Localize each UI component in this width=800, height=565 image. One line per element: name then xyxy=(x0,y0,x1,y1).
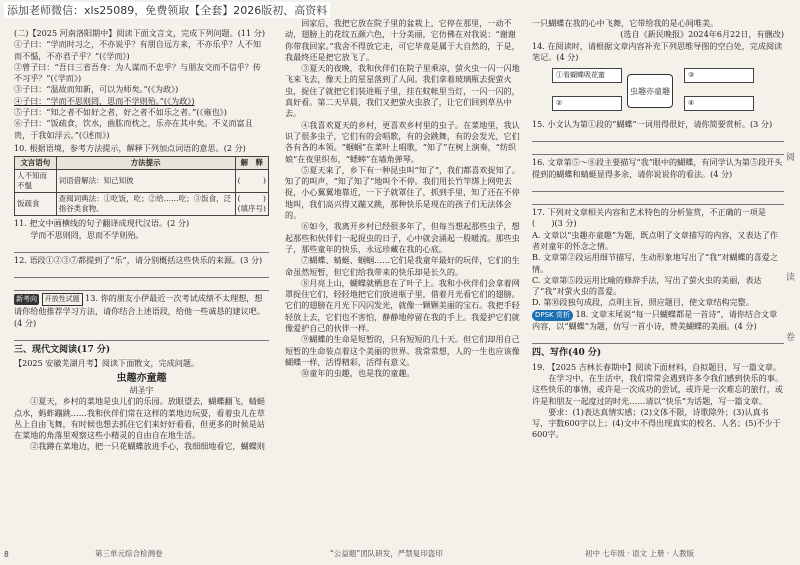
column-right xyxy=(532,18,784,537)
footer-left: 第三单元综合检测卷 xyxy=(95,549,163,558)
new-trend-badge: 新考向 xyxy=(14,294,39,305)
q18-text: 18. 文章末尾说“每一只蝴蝶都是一首诗”，请你结合文章内容，以“蝴蝶”为题，仿写一首小诗，赞美蝴蝶的美丽。(4 分) xyxy=(532,308,778,332)
essay-paragraph: ②我蹲在菜地边，把一只花蝴蝶放进手心，我细细地看它，蝴蝶则 xyxy=(30,441,265,452)
answer-blank: ( ) xyxy=(237,194,266,204)
passage-line: ③子曰：“温故而知新，可以为师矣。”(《为政》) xyxy=(14,84,179,95)
q11-sentence: 学而不思则罔，思而不学则殆。 xyxy=(30,229,144,240)
essay-paragraph: ④我喜欢夏天的乡村，更喜欢乡村里的虫子。在菜地里，我认识了很多虫子，它们有的会唱歌，有的会跳舞，有的会发光，它们各有各的本领。“蝈蝈”在菜叶上唱歌，“知了”在树上演奏，“纺织娘”在夜里织布，“蟋蟀”在墙角弹琴。 xyxy=(285,119,520,164)
answer-line[interactable] xyxy=(14,267,269,278)
question-19: 19. 【2025 吉林长春期中】阅读下面材料，自拟题目，写一篇文章。 xyxy=(532,361,782,372)
column-left xyxy=(14,18,269,537)
table-cell[interactable]: ( ) xyxy=(235,170,268,193)
answer-line[interactable] xyxy=(532,194,784,205)
side-label: 阅 xyxy=(786,153,796,163)
q17-option: C. 文章第⑤段运用比喻的修辞手法，写出了萤火虫的美丽，表达了“我”对萤火虫的喜爱。 xyxy=(532,274,762,297)
open-question-badge: 开放性试题 xyxy=(42,293,83,306)
table-cell: 词语借解法：知己知彼 xyxy=(56,170,235,193)
dpsk-badge: DPSK 赏析 xyxy=(532,310,573,321)
passage-line: ⑥子曰：“饭疏食，饮水，曲肱而枕之，乐亦在其中矣。不义而富且贵，于我如浮云。”(《述而》) xyxy=(14,118,253,140)
q19-requirements: 要求：(1)表达真情实感；(2)文体不限，诗歌除外；(3)认真书写，字数600字以上；(4)文中不得出现真实的校名、人名；(5)不少于600字。 xyxy=(532,406,781,440)
q17-option: A. 文章以“虫趣亦童趣”为题，既点明了文章描写的内容，又表达了作者对童年的怀念之情。 xyxy=(532,229,778,251)
footer-right: 初中 七年级 · 语文 上册 · 人教版 xyxy=(585,549,695,558)
mind-map xyxy=(532,66,784,116)
table-cell: 饭疏食 xyxy=(15,193,57,216)
question-13 xyxy=(14,293,269,329)
question-14: 14. 在阅读时，请根据文章内容补充下列思维导图的空白处，完成阅读笔记。(4 分) xyxy=(532,40,783,62)
table-note: (填序号) xyxy=(237,204,266,214)
side-label: 读 xyxy=(786,273,796,283)
question-15: 15. 小文认为第①段的“蝴蝶”一词用得很好，请你简要赏析。(3 分) xyxy=(532,119,773,130)
question-10: 10. 根据语境，参考方法提示，解释下列加点词语的意思。(2 分) xyxy=(14,142,246,153)
question-18 xyxy=(532,309,784,333)
passage-end-line: 一只蝴蝶在我的心中飞舞，它带给我的是心间唯美。 xyxy=(532,18,719,28)
mind-map-center: 虫趣亦童趣 xyxy=(627,74,673,108)
column-middle xyxy=(285,18,523,537)
q10-table xyxy=(14,156,269,216)
side-label: 卷 xyxy=(786,333,796,343)
q13-text: 13. 你的朋友小伊最近一次考试成绩不太理想，想请你给他推荐学习方法，请你结合上述语段，给他一些诚恳的建议吧。(4 分) xyxy=(14,293,265,328)
passage2-header: 【2025 安徽芜湖月考】阅读下面散文，完成问题。 xyxy=(14,358,200,369)
table-header: 文言语句 xyxy=(15,157,57,170)
question-16: 16. 文章第⑤～⑧段主要描写“我”眼中的蝴蝶，有同学认为第⑤段开头提到的蝴蝶和蜻蜓显得多余，请你说说你的看法。(4 分) xyxy=(532,157,783,179)
mind-map-node[interactable]: ③ xyxy=(684,68,754,83)
essay-paragraph: ⑧月亮上山，蝴蝶就栖息在了叶子上。我和小伙伴们会拿着网罩捉住它们，轻轻地把它们放进瓶子里，借着月光看它们的翅膀。它们的翅膀在月光下闪闪发光，就像一颗颗美丽的宝石。我把手轻轻放上去，它们也不害怕，静静地停留在我的手上。我爱护它们就像爱护自己的伙伴一样。 xyxy=(285,277,520,334)
essay-paragraph: ⑨蝴蝶的生命是短暂的，只有短短的几十天。但它们却用自己短暂的生命装点着这个美丽的世界。我常常想，人的一生也应该像蝴蝶一样，活得精彩，活得有意义。 xyxy=(285,334,520,367)
answer-line[interactable] xyxy=(532,333,784,344)
table-header: 方法提示 xyxy=(56,157,235,170)
essay-paragraph: 回家后，我把它放在院子里的盆栽上，它停在那里，一动不动，翅膀上的花纹五颜六色，十分美丽，它仿佛在对我说：“谢谢你带我回家。”我舍不得放它走，可它毕竟是属于大自然的，于是，我最终还是把它放飞了。 xyxy=(285,18,520,62)
mind-map-node[interactable]: ①看蝴蝶吸花蜜 xyxy=(552,68,622,83)
table-cell: 人不知而不愠 xyxy=(15,170,57,193)
footer-center: “公益题”团队研发，严禁复印盗印 xyxy=(330,549,443,558)
passage-line: ②曾子曰：“吾日三省吾身：为人谋而不忠乎？与朋友交而不信乎？传不习乎？”(《学而》) xyxy=(14,61,261,84)
section-4-heading: 四、写作(40 分) xyxy=(532,348,602,359)
table-cell: 查阅词典法：①吃饭，吃；②给……吃；③饭食，泛指谷类食物。 xyxy=(56,193,235,216)
table-cell[interactable] xyxy=(235,193,268,216)
essay-author: 胡圣宇 xyxy=(129,385,154,395)
q17-option: D. 第⑩段独句成段，点明主旨，照应题目，使文章结构完整。 xyxy=(532,297,754,308)
watermark: 添加老师微信：xls25089，免费领取【全套】2026版初、高资料 xyxy=(4,2,330,18)
passage-line: ①子曰：“学而时习之，不亦说乎？有朋自远方来，不亦乐乎？人不知而不愠，不亦君子乎？”(《学而》) xyxy=(14,39,261,61)
answer-line[interactable] xyxy=(14,280,269,291)
page-number: 8 xyxy=(4,550,9,559)
q19-material: 在学习中，在生活中，我们常常会遇到许多令我们感到快乐的事。这些快乐的事情，或许是一次成功的尝试，或许是一次难忘的旅行，或许是和朋友一起度过的时光……请以“快乐”为话题，写一篇文章。 xyxy=(532,372,783,406)
essay-paragraph: ①夏天，乡村的菜地是虫儿们的乐园。放眼望去，蝴蝶翻飞，蜻蜓点水，蚂蚱蹦跳……我和伙伴们常在这样的菜地边玩耍，看着虫儿在草丛上自由飞舞，有时候也想去抓住它们来好好看看，但更多的时候是站在菜地的角落里观察这些小精灵的自由自在地生活。 xyxy=(14,396,265,441)
mind-map-node[interactable]: ② xyxy=(552,96,622,111)
mind-map-node[interactable]: ④ xyxy=(684,96,754,111)
essay-paragraph: ⑩童年的虫趣，也是我的童趣。 xyxy=(301,368,415,379)
question-11: 11. 把文中画横线的句子翻译成现代汉语。(2 分) xyxy=(14,218,190,229)
passage-line: ④子曰：“学而不思则罔，思而不学则殆。”(《为政》) xyxy=(14,95,195,106)
answer-line[interactable] xyxy=(14,242,269,253)
table-header: 解 释 xyxy=(235,157,268,170)
essay-paragraph: ③夏天的夜晚，我和伙伴们在院子里乘凉，萤火虫一闪一闪地飞来飞去，像天上的星星落到了人间。我们拿着玻璃瓶去捉萤火虫，捉住了就把它们装进瓶子里，挂在蚊帐里当灯，一闪一闪的，真好看。第二天早晨，我们又把萤火虫放了，让它们回到草丛中去。 xyxy=(285,63,520,119)
answer-line[interactable] xyxy=(532,181,784,192)
answer-line[interactable] xyxy=(14,330,269,341)
essay-paragraph: ⑤夏天来了，乡下有一种昆虫叫“知了”，我们都喜欢捉知了。知了的叫声，“知了知了”地叫个不停。我们用长竹竿绑上网兜去捉，小心翼翼地靠近，一下子就罩住了，抓到手里，知了还在不停地叫，我们高兴得又蹦又跳，那种快乐是现在的孩子们无法体会的。 xyxy=(285,164,520,221)
essay-paragraph: ⑦蝴蝶、蜻蜓、蝈蝈……它们是我童年最好的玩伴，它们的生命虽然短暂，但它们给我带来的快乐却是长久的。 xyxy=(285,255,520,277)
passage-line: ⑤子曰：“知之者不如好之者，好之者不如乐之者。”(《雍也》) xyxy=(14,107,227,118)
source-citation: (选自《新民晚报》2024年6月22日，有删改) xyxy=(620,29,784,40)
passage-header: (二)【2025 河南洛阳期中】阅读下面文言文，完成下列问题。(11 分) xyxy=(14,28,266,38)
answer-line[interactable] xyxy=(532,131,784,142)
question-12: 12. 语段①②③⑦都提到了“乐”，请分别概括这些快乐的来源。(3 分) xyxy=(14,254,263,265)
question-17: 17. 下列对文章相关内容和艺术特色的分析鉴赏，不正确的一项是( )(3 分) xyxy=(532,207,766,229)
essay-paragraph: ⑥如今，我离开乡村已经很多年了，但每当想起那些虫子，想起那些和伙伴们一起捉虫的日子，心中就会涌起一股暖流。那些虫子，那些童年的快乐，永远珍藏在我的心底。 xyxy=(285,221,520,254)
answer-line[interactable] xyxy=(532,144,784,155)
essay-title: 虫趣亦童趣 xyxy=(116,372,167,384)
q17-option: B. 文章第②段运用细节描写，生动形象地写出了“我”对蝴蝶的喜爱之情。 xyxy=(532,252,778,274)
section-3-heading: 三、现代文阅读(17 分) xyxy=(14,345,111,356)
